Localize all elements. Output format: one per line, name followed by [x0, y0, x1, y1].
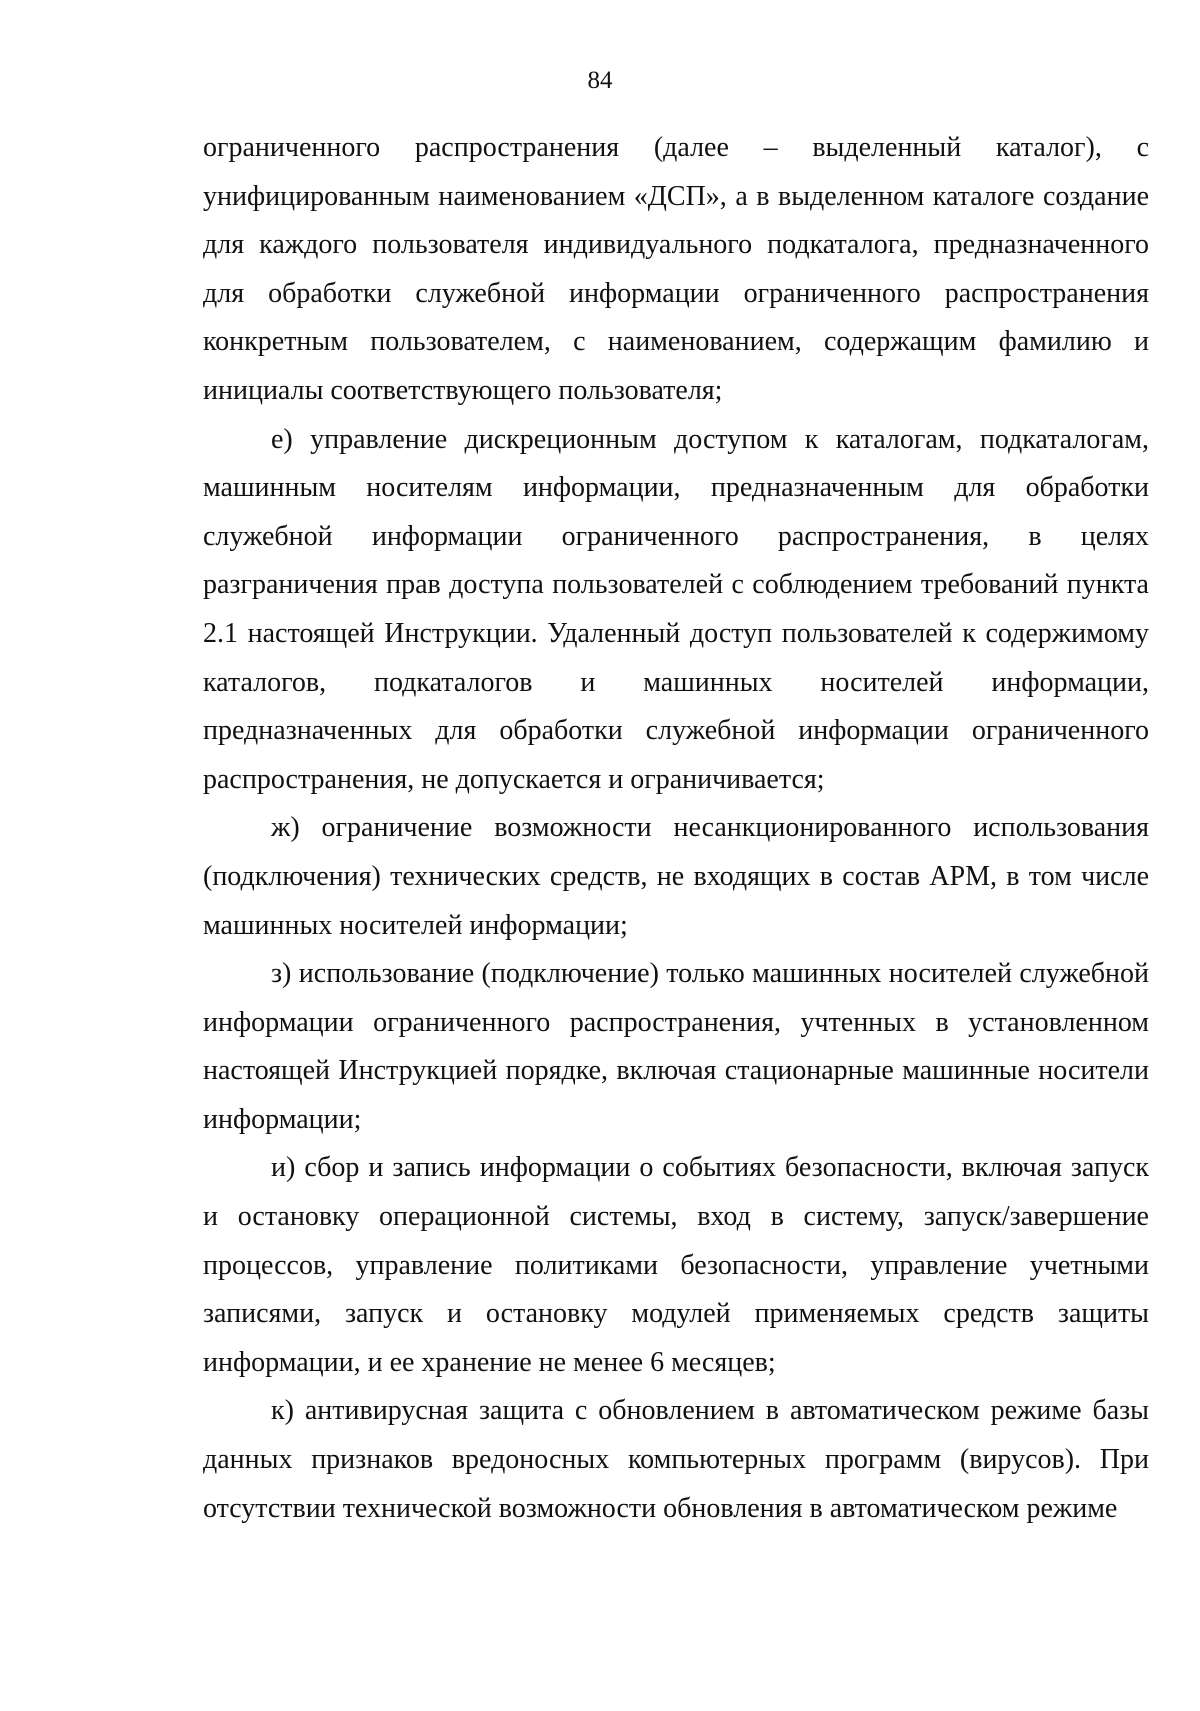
paragraph-item-z: з) использование (подключение) только машинных носителей служебной информации ограниченного распространения, учтенных в установленном настоящей Инструкцией порядке, включая стационарные машинные носители информации; — [203, 958, 1149, 1135]
paragraph-continuation: ограниченного распространения (далее – выделенный каталог), с унифицированным наименованием «ДСП», а в выделенном каталоге создание для каждого пользователя индивидуального подкаталога, предназначенного для обработки служебной информации ограниченного распространения конкретным пользователем, с наименованием, содержащим фамилию и инициалы соответствующего пользователя; — [203, 132, 1149, 406]
document-body — [203, 124, 1149, 1533]
paragraph-item-e: е) управление дискреционным доступом к каталогам, подкаталогам, машинным носителям информации, предназначенным для обработки служебной информации ограниченного распространения, в целях разграничения прав доступа пользователей с соблюдением требований пункта 2.1 настоящей Инструкции. Удаленный доступ пользователей к содержимому каталогов, подкаталогов и машинных носителей информации, предназначенных для обработки служебной информации ограниченного распространения, не допускается и ограничивается; — [203, 423, 1149, 795]
paragraph-item-i: и) сбор и запись информации о событиях безопасности, включая запуск и остановку операционной системы, вход в систему, запуск/завершение процессов, управление политиками безопасности, управление учетными записями, запуск и остановку модулей применяемых средств защиты информации, и ее хранение не менее 6 месяцев; — [203, 1152, 1149, 1378]
page-number: 84 — [587, 67, 613, 94]
paragraph-item-k: к) антивирусная защита с обновлением в автоматическом режиме базы данных признаков вредоносных компьютерных программ (вирусов). При отсутствии технической возможности обновления в автоматическом режиме — [203, 1395, 1149, 1524]
paragraph-item-zh: ж) ограничение возможности несанкционированного использования (подключения) технических средств, не входящих в состав АРМ, в том числе машинных носителей информации; — [203, 812, 1149, 941]
